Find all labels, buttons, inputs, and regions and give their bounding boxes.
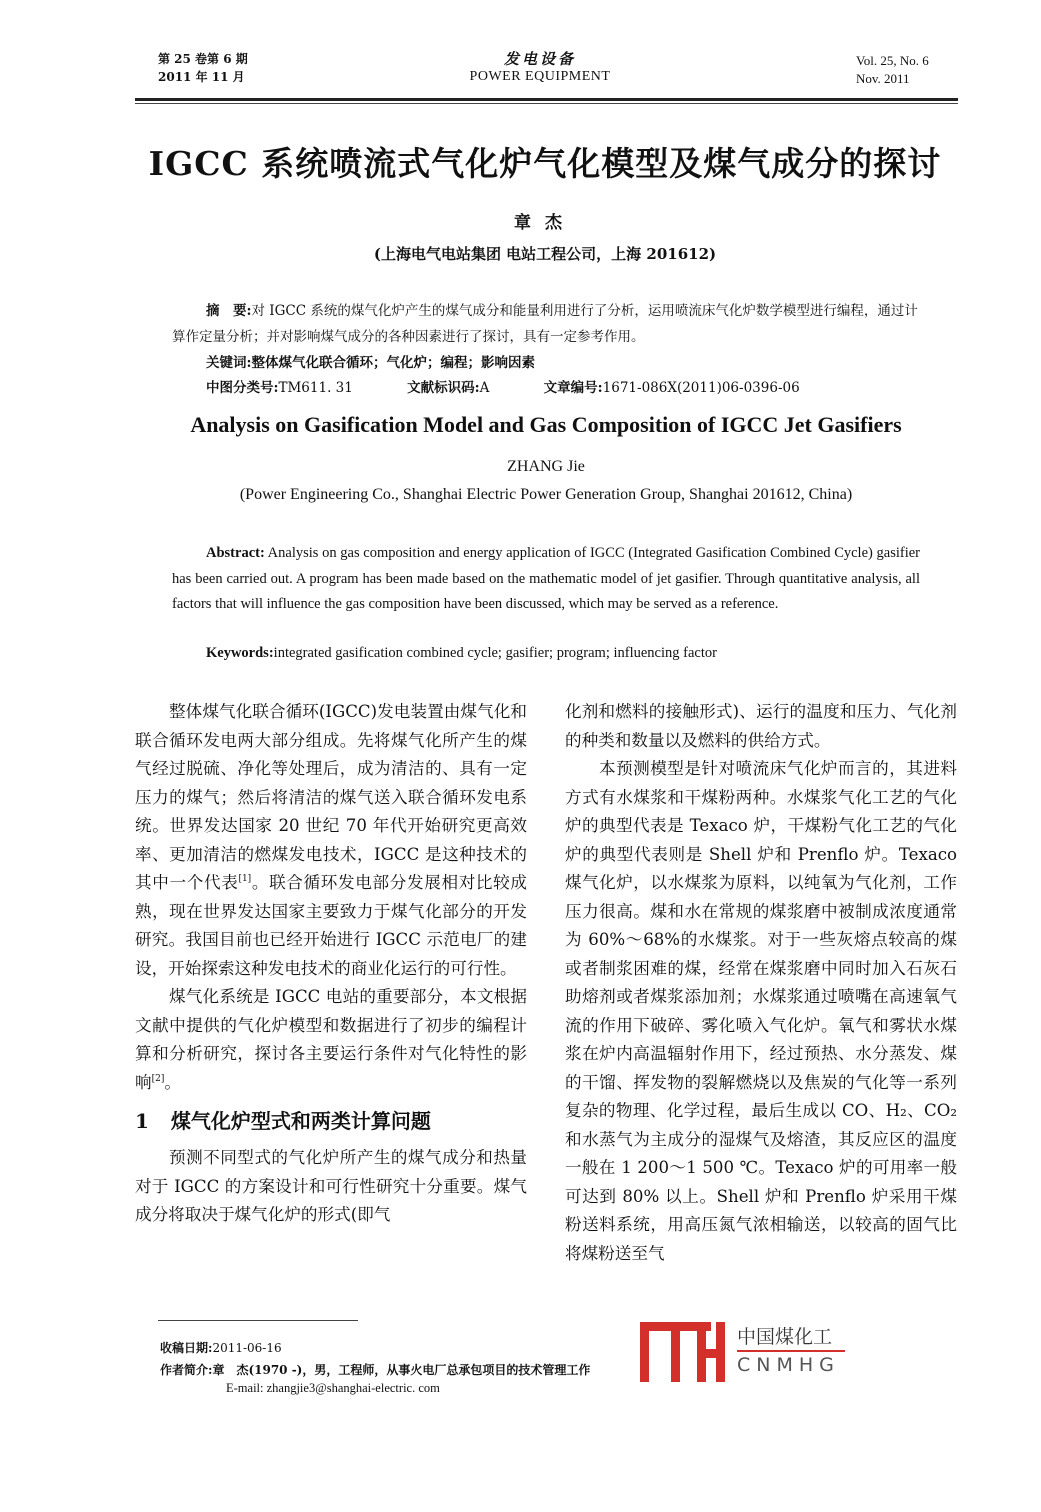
section-number: 1 <box>135 1109 149 1133</box>
paper-title-en: Analysis on Gasification Model and Gas Composition of IGCC Jet Gasifiers <box>190 412 902 437</box>
author-email: E-mail: zhangjie3@shanghai-electric. com <box>226 1381 440 1395</box>
abstract-text: 对 IGCC 系统的煤气化炉产生的煤气成分和能量利用进行了分析，运用喷流床气化炉数学模型进行编程，通过计算作定量分析；并对影响煤气成分的各种因素进行了探讨，具有一定参考作用。 <box>172 303 918 345</box>
paper-title: IGCC 系统喷流式气化炉气化模型及煤气成分的探讨 <box>148 144 942 183</box>
paragraph: 预测不同型式的气化炉所产生的煤气成分和热量对于 IGCC 的方案设计和可行性研究十分重要。煤气成分将取决于煤气化炉的形式(即气 <box>135 1148 527 1224</box>
watermark-cn: 中国煤化工 <box>737 1326 833 1348</box>
volume-cn: 第 25 卷第 6 期 <box>158 52 248 66</box>
footnote-rule <box>158 1320 358 1321</box>
abstract-en-text: Analysis on gas composition and energy application of IGCC (Integrated Gasification Combined Cycle) gasifier has been carried out. A program has been made based on the mathematic model of jet gasifier. Through quantitative analysis, all factors that will influence the gas composition have been discussed, which may be served as a reference. <box>172 545 920 612</box>
clc-label: 中图分类号: <box>206 380 279 396</box>
keywords-text: 整体煤气化联合循环；气化炉；编程；影响因素 <box>251 355 535 371</box>
journal-name <box>440 48 640 85</box>
date-cn: 2011 年 11 月 <box>158 70 245 84</box>
abstract-cn <box>172 298 922 376</box>
author: 章杰 <box>514 213 576 233</box>
affiliation-en: (Power Engineering Co., Shanghai Electric Power Generation Group, Shanghai 201612, China) <box>239 486 853 503</box>
citation[interactable]: [2] <box>151 1073 165 1084</box>
watermark-en: CNMHG <box>737 1354 840 1376</box>
abstract-label: 摘 要: <box>206 303 252 319</box>
received-label: 收稿日期: <box>160 1341 213 1355</box>
text: 。 <box>164 1072 181 1092</box>
keywords-en <box>206 645 717 662</box>
body-column-left <box>135 698 527 1230</box>
bio-label: 作者简介: <box>160 1363 213 1377</box>
clc-value: TM611. 31 <box>278 380 353 396</box>
doc-code-value: A <box>479 380 490 396</box>
volume-en: Vol. 25, No. 6 <box>856 53 929 68</box>
issue-info-cn <box>158 50 248 86</box>
abstract-en <box>172 541 920 618</box>
text: 。联合循环发电部分发展相对比较成熟，现在世界发达国家主要致力于煤气化部分的开发研究。我国目前也已经开始进行 IGCC 示范电厂的建设，开始探索这种发电技术的商业化运行的可行性。 <box>135 873 528 978</box>
journal-name-en: POWER EQUIPMENT <box>469 69 611 84</box>
paragraph: 本预测模型是针对喷流床气化炉而言的，其进料方式有水煤浆和干煤粉两种。水煤浆气化工艺的气化炉的典型代表是 Texaco 炉，干煤粉气化工艺的气化炉的典型代表则是 Shell 炉和 Prenflo 炉。Texaco 煤气化炉，以水煤浆为原料，以纯氧为气化剂，工作压力很高。煤和水在常规的煤浆磨中被制成浓度通常为 60%～68%的水煤浆。对于一些灰熔点较高的煤或者制浆困难的煤，经常在煤浆磨中同时加入石灰石助熔剂或者煤浆添加剂；水煤浆通过喷嘴在高速氧气流的作用下破碎、雾化喷入气化炉。氧气和雾状水煤浆在炉内高温辐射作用下，经过预热、水分蒸发、煤的干馏、挥发物的裂解燃烧以及焦炭的气化等一系列复杂的物理、化学过程，最后生成以 CO、H₂、CO₂ 和水蒸气为主成分的湿煤气及熔渣，其反应区的温度一般在 1 200～1 500 ℃。Texaco 炉的可用率一般可达到 80% 以上。Shell 炉和 Prenflo 炉采用干煤粉送料系统，用高压氮气浓相输送，以较高的固气比将煤粉送至气 <box>565 759 957 1263</box>
paragraph <box>135 698 527 983</box>
section-heading <box>135 1106 527 1136</box>
footnote <box>160 1337 590 1381</box>
article-no-value: 1671-086X(2011)06-0396-06 <box>602 380 800 396</box>
bio-text: 章 杰(1970 -)，男，工程师，从事火电厂总承包项目的技术管理工作 <box>212 1363 591 1377</box>
classification-info <box>206 376 906 396</box>
date-en: Nov. 2011 <box>856 71 910 86</box>
watermark-divider <box>737 1350 845 1352</box>
article-no-label: 文章编号: <box>543 380 603 396</box>
journal-logo-cn: 发电设备 <box>503 50 576 68</box>
section-title: 煤气化炉型式和两类计算问题 <box>170 1109 431 1133</box>
paragraph <box>135 983 527 1097</box>
header-rule <box>135 98 958 101</box>
text: 整体煤气化联合循环(IGCC)发电装置由煤气化和联合循环发电两大部分组成。先将煤气化所产生的煤气经过脱硫、净化等处理后，成为清洁的、具有一定压力的煤气；然后将清洁的煤气送入联合循环发电系统。世界发达国家 20 世纪 70 年代开始研究更高效率、更加清洁的燃煤发电技术，IGCC 是这种技术的其中一个代表 <box>135 702 527 892</box>
abstract-en-label: Abstract: <box>206 545 265 561</box>
citation[interactable]: [1] <box>238 874 252 884</box>
received-date: 2011-06-16 <box>212 1341 282 1355</box>
paragraph: 化剂和燃料的接触形式)、运行的温度和压力、气化剂的种类和数量以及燃料的供给方式。 <box>565 702 957 750</box>
keywords-en-text: integrated gasification combined cycle; gasifier; program; influencing factor <box>273 645 717 661</box>
doc-code-label: 文献标识码: <box>407 380 480 396</box>
header-rule-thin <box>135 103 958 104</box>
keywords-en-label: Keywords: <box>206 645 274 661</box>
keywords-label: 关键词: <box>206 355 252 371</box>
issue-info-en <box>856 52 929 88</box>
text: 煤气化系统是 IGCC 电站的重要部分，本文根据文献中提供的气化炉模型和数据进行了初步的编程计算和分析研究，探讨各主要运行条件对气化特性的影响 <box>135 987 527 1092</box>
affiliation: (上海电气电站集团 电站工程公司，上海 201612) <box>373 245 717 263</box>
body-column-right <box>565 698 957 1268</box>
author-en: ZHANG Jie <box>507 458 585 475</box>
